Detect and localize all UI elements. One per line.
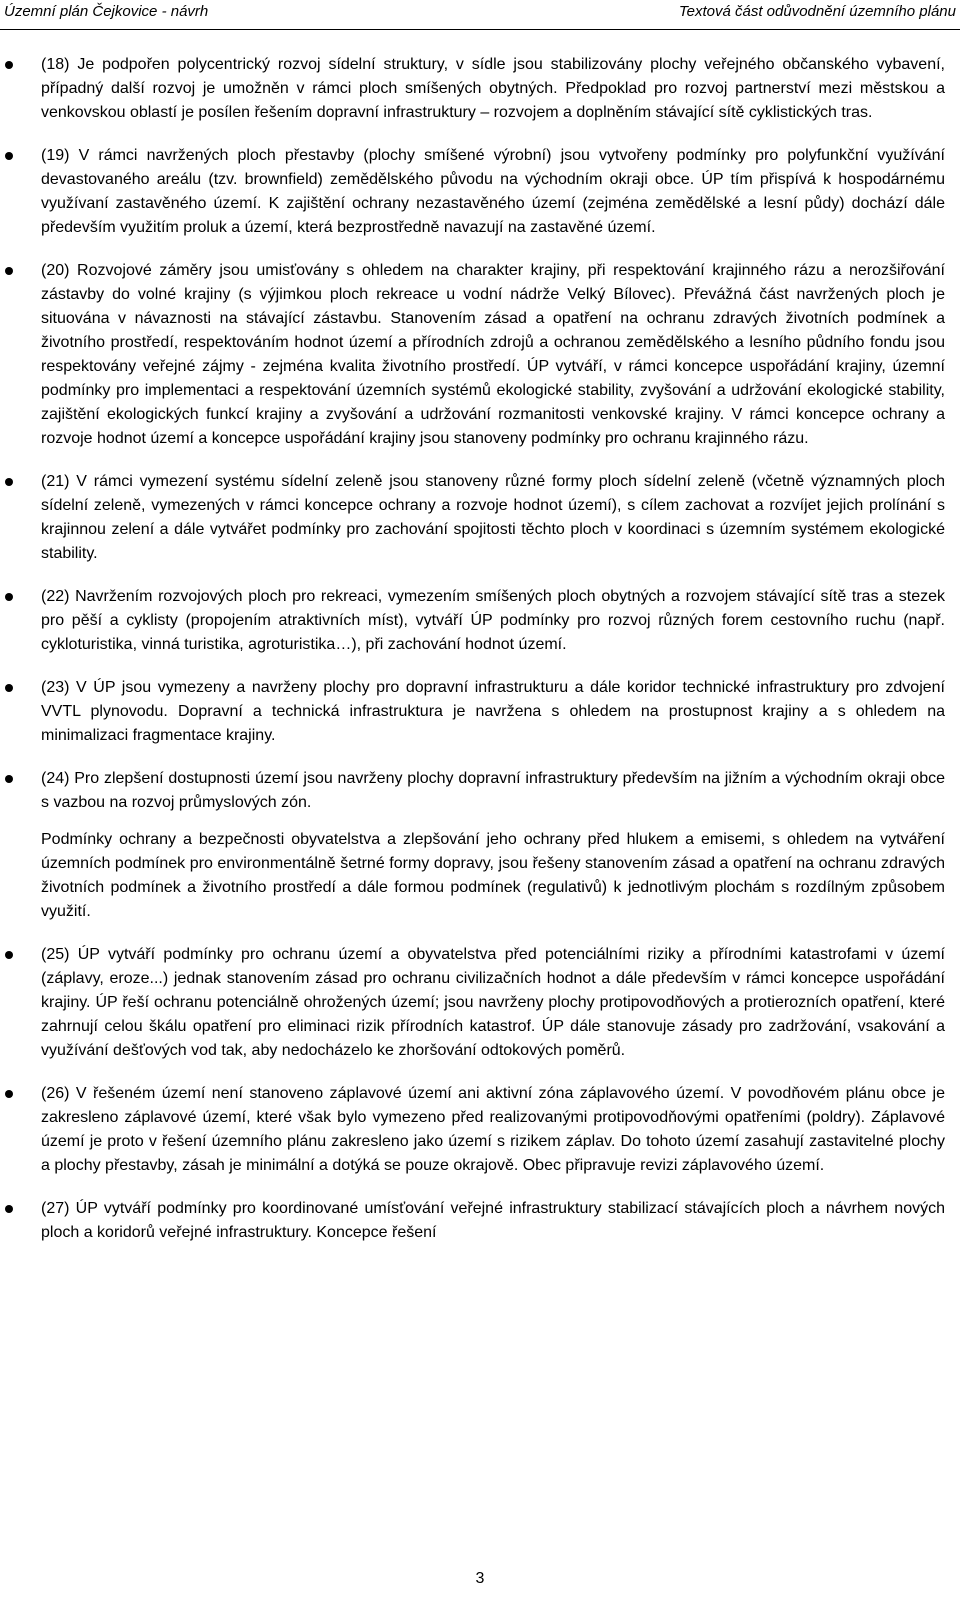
paragraph-text: (22) Navržením rozvojových ploch pro rekreaci, vymezením smíšených ploch obytných a rozvojem stávající sítě tras a stezek pro pěší a cyklisty (propojením atraktivních míst), vytváří ÚP podmínky pro rozvoj různých forem cestovního ruchu (např. cykloturistika, vinná turistika, agroturistika…), při zachování hodnot území.	[41, 588, 945, 653]
page-header	[0, 0, 960, 30]
paragraph-24-continuation	[0, 828, 960, 924]
paragraph-19	[0, 144, 960, 240]
paragraph-text: (18) Je podpořen polycentrický rozvoj sídelní struktury, v sídle jsou stabilizovány plochy veřejného občanského vybavení, případný další rozvoj je umožněn v rámci ploch smíšených obytných. Předpoklad pro rozvoj partnerství mezi městskou a venkovskou oblastí je posílen řešením dopravní infrastruktury – rozvojem a doplněním stávající sítě cyklistických tras.	[41, 56, 945, 121]
paragraph-27	[0, 1197, 960, 1245]
paragraph-18	[0, 53, 960, 125]
page-number: 3	[475, 1570, 485, 1587]
paragraph-25	[0, 943, 960, 1063]
paragraph-text: (19) V rámci navržených ploch přestavby (plochy smíšené výrobní) jsou vytvořeny podmínky pro polyfunkční využívání devastovaného areálu (tzv. brownfield) zemědělského původu na východním okraji obce. ÚP tím přispívá k hospodárnému využívaní zastavěného území. K zajištění ochrany nezastavěného území (zejména zemědělské a lesní půdy) dochází dále především využitím proluk a území, která bezprostředně navazují na zastavěné území.	[41, 147, 945, 236]
paragraph-text: (27) ÚP vytváří podmínky pro koordinované umísťování veřejné infrastruktury stabilizací stávajících ploch a návrhem nových ploch a koridorů veřejné infrastruktury. Koncepce řešení	[41, 1200, 945, 1241]
bullet-icon	[5, 1090, 13, 1098]
paragraph-20	[0, 259, 960, 451]
paragraph-26	[0, 1082, 960, 1178]
bullet-icon	[5, 478, 13, 486]
header-document-title: Územní plán Čejkovice - návrh	[4, 3, 209, 20]
bullet-icon	[5, 775, 13, 783]
paragraph-text: (23) V ÚP jsou vymezeny a navrženy plochy pro dopravní infrastrukturu a dále koridor technické infrastruktury pro zdvojení VVTL plynovodu. Dopravní a technická infrastruktura je navržena s ohledem na prostupnost krajiny a s ohledem na minimalizaci fragmentace krajiny.	[41, 679, 945, 744]
bullet-icon	[5, 593, 13, 601]
bullet-icon	[5, 684, 13, 692]
paragraph-22	[0, 585, 960, 657]
bullet-icon	[5, 61, 13, 69]
paragraph-text: (24) Pro zlepšení dostupnosti území jsou navrženy plochy dopravní infrastruktury především na jižním a východním okraji obce s vazbou na rozvoj průmyslových zón.	[41, 770, 945, 811]
paragraph-text: (25) ÚP vytváří podmínky pro ochranu území a obyvatelstva před potenciálními riziky a přírodními katastrofami v území (záplavy, eroze...) jednak stanovením zásad pro ochranu civilizačních hodnot a dále především v rámci koncepce uspořádání krajiny. ÚP řeší ochranu potenciálně ohrožených území; jsou navrženy plochy protipovodňových a protierozních opatření, které zahrnují celou škálu opatření pro eliminaci rizik přírodních katastrof. ÚP dále stanovuje zásady pro zadržování, vsakování a využívání dešťových vod tak, aby nedocházelo ke zhoršování odtokových poměrů.	[41, 946, 945, 1059]
header-section-title: Textová část odůvodnění územního plánu	[678, 3, 956, 20]
document-body	[0, 53, 960, 1264]
bullet-icon	[5, 1205, 13, 1213]
paragraph-23	[0, 676, 960, 748]
paragraph-text: Podmínky ochrany a bezpečnosti obyvatelstva a zlepšování jeho ochrany před hlukem a emisemi, s ohledem na vytváření územních podmínek pro environmentálně šetrné formy dopravy, jsou řešeny stanovením zásad a opatření na ochranu zdravých životních podmínek a životního prostředí a dále formou podmínek (regulativů) k jednotlivým plochám s rozdílným způsobem využití.	[41, 831, 945, 920]
bullet-icon	[5, 267, 13, 275]
bullet-icon	[5, 152, 13, 160]
paragraph-text: (26) V řešeném území není stanoveno záplavové území ani aktivní zóna záplavového území. V povodňovém plánu obce je zakresleno záplavové území, které však bylo vymezeno před realizovanými protipovodňovými opatřeními (poldry). Záplavové území je proto v řešení územního plánu zakresleno jako území s rizikem záplav. Do tohoto území zasahují zastavitelné plochy a plochy přestavby, zásah je minimální a dotýká se pouze okrajově. Obec připravuje revizi záplavového území.	[41, 1085, 945, 1174]
bullet-icon	[5, 951, 13, 959]
paragraph-21	[0, 470, 960, 566]
paragraph-text: (20) Rozvojové záměry jsou umisťovány s ohledem na charakter krajiny, při respektování krajinného rázu a nerozšiřování zástavby do volné krajiny (s výjimkou ploch rekreace u vodní nádrže Velký Bílovec). Převážná část navržených ploch je situována v návaznosti na stávající zástavbu. Stanovením zásad a opatření na ochranu zdravých životních podmínek a životního prostředí, respektováním hodnot území a přírodních zdrojů a ochranou zemědělského a lesního půdního fondu jsou respektovány veřejné zájmy - zejména kvalita životního prostředí. ÚP vytváří, v rámci koncepce uspořádání krajiny, územní podmínky pro implementaci a respektování územních systémů ekologické stability, zvyšování a udržování ekologické stability, zajištění ekologických funkcí krajiny a zvyšování a udržování rozmanitosti venkovské krajiny. V rámci koncepce ochrany a rozvoje hodnot území a koncepce uspořádání krajiny jsou stanoveny podmínky pro ochranu krajinného rázu.	[41, 262, 945, 447]
paragraph-24	[0, 767, 960, 815]
paragraph-text: (21) V rámci vymezení systému sídelní zeleně jsou stanoveny různé formy ploch sídelní zeleně (včetně významných ploch sídelní zeleně, vymezených v rámci koncepce ochrany a rozvoje hodnot území), s cílem zachovat a rozvíjet jejich prolínání s krajinnou zelení a dále vytvářet podmínky pro zachování spojitosti těchto ploch v koordinaci s územním systémem ekologické stability.	[41, 473, 945, 562]
